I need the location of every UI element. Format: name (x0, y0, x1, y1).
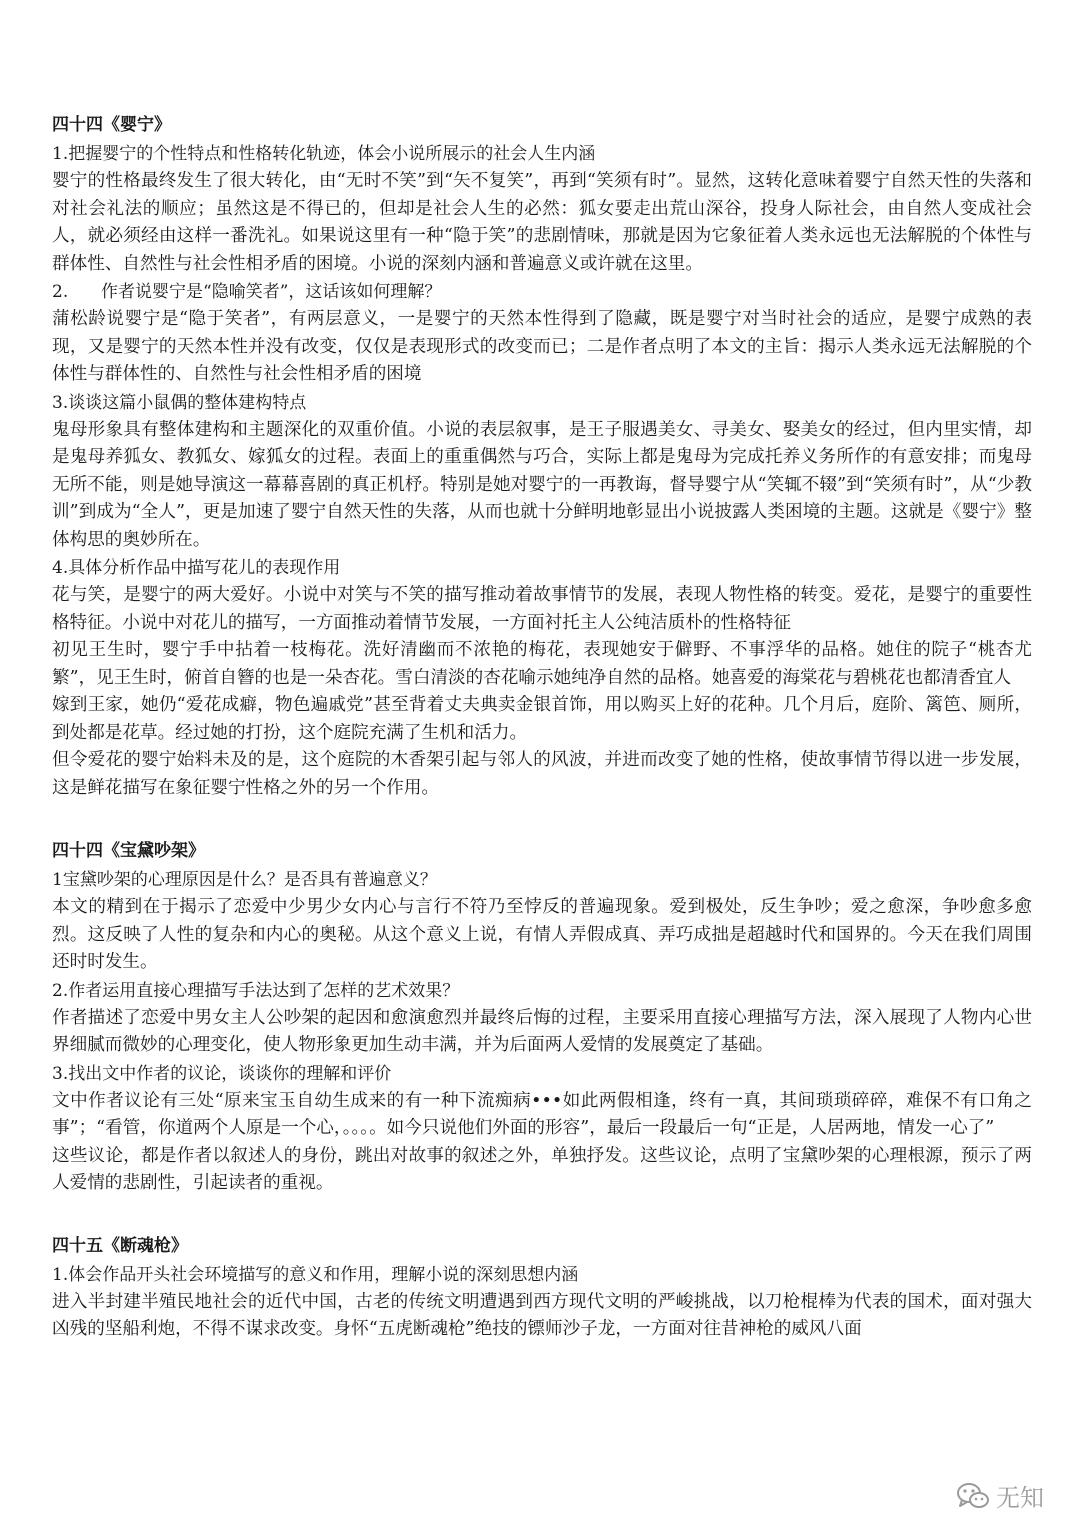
question-2: 2.作者运用直接心理描写手法达到了怎样的艺术效果？ (52, 980, 460, 1001)
watermark-text: 无知 (996, 1484, 1044, 1512)
section-title: 四十四《宝黛吵架》 (52, 841, 205, 861)
document-page (52, 110, 1032, 1344)
wechat-icon (956, 1481, 990, 1511)
answer-paragraph: 嫁到王家，她仍“爱花成癖，物色遍戚党”甚至背着丈夫典卖金银首饰，用以购买上好的花种。几个月后，庭阶、篱笆、厕所，到处都是花草。经过她的打扮，这个庭院充满了生机和活力。 (52, 695, 1032, 743)
section-spacer (52, 1198, 1032, 1231)
section-baodai-quarrel (52, 836, 1032, 1198)
answer-paragraph: 但令爱花的婴宁始料未及的是，这个庭院的木香架引起与邻人的风波，并进而改变了她的性格，使故事情节得以进一步发展，这是鲜花描写在象征婴宁性格之外的另一个作用。 (52, 750, 1032, 798)
question-2 (52, 278, 1032, 306)
question-4: 4.具体分析作品中描写花儿的表现作用 (52, 558, 341, 578)
question-3: 3.找出文中作者的议论，谈谈你的理解和评价 (52, 1063, 392, 1084)
section-title: 四十五《断魂枪》 (52, 1235, 188, 1256)
section-spacer (52, 802, 1032, 836)
section-duanhunqiang (52, 1231, 1032, 1344)
answer-paragraph: 文中作者议论有三处“原来宝玉自幼生成来的有一种下流痴病•••如此两假相逢，终有一真，其间琐琐碎碎，难保不有口角之事”；“看管，你道两个人原是一个心，。。。。如今只说他们外面的形容”，最后一段最后一句“正是，人居两地，情发一心了” (52, 1090, 1032, 1138)
section-title: 四十四《婴宁》 (52, 115, 171, 135)
watermark (956, 1478, 1044, 1513)
answer-paragraph: 初见王生时，婴宁手中拈着一枝梅花。洗好清幽而不浓艳的梅花，表现她安于僻野、不事浮华的品格。她住的院子“桃杏尤繁”，见王生时，俯首自簪的也是一朵杏花。雪白清淡的杏花喻示她纯净自然的品格。她喜爱的海棠花与碧桃花也都清香宜人 (52, 640, 1032, 688)
answer-paragraph: 进入半封建半殖民地社会的近代中国，古老的传统文明遭遇到西方现代文明的严峻挑战，以刀枪棍棒为代表的国术，面对强大凶残的坚船利炮，不得不谋求改变。身怀“五虎断魂枪”绝技的镖师沙子龙，一方面对往昔神枪的威风八面 (52, 1291, 1032, 1339)
answer-paragraph: 这些议论，都是作者以叙述人的身份，跳出对故事的叙述之外，单独抒发。这些议论，点明了宝黛吵架的心理根源，预示了两人爱情的悲剧性，引起读者的重视。 (52, 1145, 1032, 1193)
question-1: 1.把握婴宁的个性特点和性格转化轨迹，体会小说所展示的社会人生内涵 (52, 144, 596, 164)
question-text: 作者说婴宁是“隐喻笑者”，这话该如何理解？ (101, 282, 442, 302)
question-1: 1.体会作品开头社会环境描写的意义和作用，理解小说的深刻思想内涵 (52, 1264, 579, 1285)
answer-paragraph: 婴宁的性格最终发生了很大转化，由“无时不笑”到“矢不复笑”，再到“笑须有时”。显然，这转化意味着婴宁自然天性的失落和对社会礼法的顺应；虽然这是不得已的，但却是社会人生的必然：狐女要走出荒山深谷，投身人际社会，由自然人变成社会人，就必须经由这样一番洗礼。如果说这里有一种“隐于笑”的悲剧情味，那就是因为它象征着人类永远也无法解脱的个体性与群体性、自然性与社会性相矛盾的困境。小说的深刻内涵和普遍意义或许就在这里。 (52, 171, 1032, 274)
answer-paragraph: 鬼母形象具有整体建构和主题深化的双重价值。小说的表层叙事，是王子服遇美女、寻美女、娶美女的经过，但内里实情，却是鬼母养狐女、教狐女、嫁狐女的过程。表面上的重重偶然与巧合，实际上都是鬼母为完成托养义务所作的有意安排；而鬼母无所不能，则是她导演这一幕幕喜剧的真正机杼。特别是她对婴宁的一再教诲，督导婴宁从“笑辄不辍”到“笑须有时”，从“少教训”到成为“全人”，更是加速了婴宁自然天性的失落，从而也就十分鲜明地彰显出小说披露人类困境的主题。这就是《婴宁》整体构思的奥妙所在。 (52, 419, 1032, 550)
answer-paragraph: 作者描述了恋爱中男女主人公吵架的起因和愈演愈烈并最终后悔的过程，主要采用直接心理描写方法，深入展现了人物内心世界细腻而微妙的心理变化，使人物形象更加生动丰满，并为后面两人爱情的发展奠定了基础。 (52, 1007, 1032, 1055)
answer-paragraph: 花与笑，是婴宁的两大爱好。小说中对笑与不笑的描写推动着故事情节的发展，表现人物性格的转变。爱花，是婴宁的重要性格特征。小说中对花儿的描写，一方面推动着情节发展，一方面衬托主人公纯洁质朴的性格特征 (52, 585, 1032, 633)
question-1: 1宝黛吵架的心理原因是什么？是否具有普遍意义？ (52, 870, 437, 890)
question-3: 3.谈谈这篇小鼠偶的整体建构特点 (52, 392, 307, 413)
answer-paragraph: 本文的精到在于揭示了恋爱中少男少女内心与言行不符乃至悖反的普遍现象。爱到极处，反生争吵；爱之愈深，争吵愈多愈烈。这反映了人性的复杂和内心的奥秘。从这个意义上说，有情人弄假成真、弄巧成拙是超越时代和国界的。今天在我们周围还时时发生。 (52, 897, 1032, 972)
section-yingning (52, 110, 1032, 802)
question-number: 2. (52, 282, 69, 302)
answer-paragraph: 蒲松龄说婴宁是“隐于笑者”，有两层意义，一是婴宁的天然本性得到了隐藏，既是婴宁对当时社会的适应，是婴宁成熟的表现，又是婴宁的天然本性并没有改变，仅仅是表现形式的改变而已；二是作者点明了本文的主旨：揭示人类永远无法解脱的个体性与群体性的、自然性与社会性相矛盾的困境 (52, 309, 1032, 384)
